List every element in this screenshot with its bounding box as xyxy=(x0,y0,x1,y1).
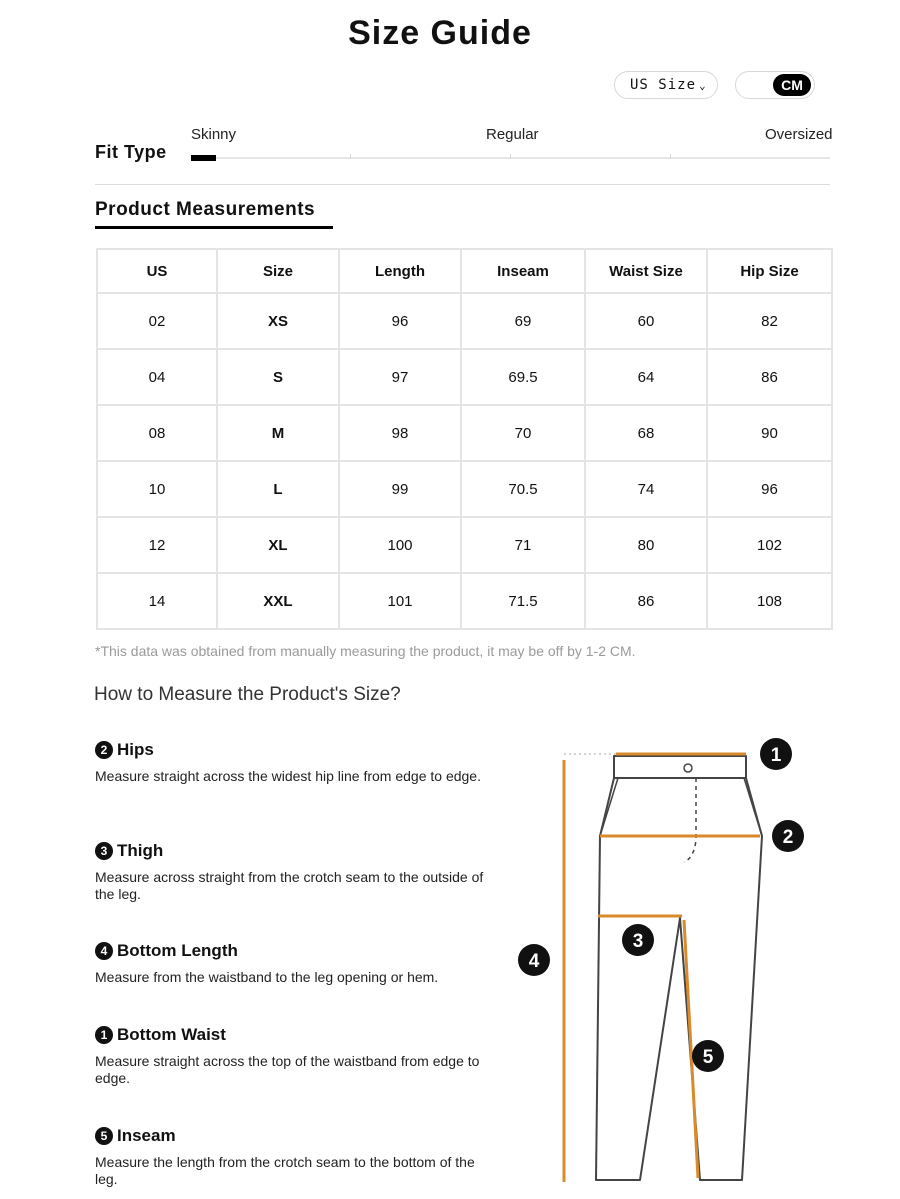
cell-hip: 102 xyxy=(707,517,832,573)
cell-size: S xyxy=(217,349,339,405)
divider xyxy=(95,184,830,185)
cell-size: XXL xyxy=(217,573,339,629)
measure-item-title: Bottom Waist xyxy=(117,1025,226,1044)
size-table xyxy=(96,248,833,630)
unit-toggle[interactable] xyxy=(735,71,815,99)
how-to-measure-heading: How to Measure the Product's Size? xyxy=(94,684,401,705)
cell-us: 02 xyxy=(97,293,217,349)
fit-option-skinny[interactable]: Skinny xyxy=(191,126,237,143)
measure-item-thigh xyxy=(95,841,485,903)
cell-us: 08 xyxy=(97,405,217,461)
measure-item-desc: Measure straight across the widest hip line from edge to edge. xyxy=(95,768,481,784)
cell-waist: 80 xyxy=(585,517,707,573)
number-badge-icon: 1 xyxy=(95,1026,113,1044)
heading-underline xyxy=(95,226,333,229)
cell-inseam: 69 xyxy=(461,293,585,349)
measure-item-desc: Measure straight across the top of the waistband from edge to edge. xyxy=(95,1053,480,1086)
fit-type-label: Fit Type xyxy=(95,142,167,162)
cell-length: 96 xyxy=(339,293,461,349)
cell-hip: 82 xyxy=(707,293,832,349)
cell-hip: 86 xyxy=(707,349,832,405)
fit-tick xyxy=(510,154,511,159)
table-row xyxy=(97,517,832,573)
cell-us: 10 xyxy=(97,461,217,517)
cell-hip: 96 xyxy=(707,461,832,517)
table-header-row xyxy=(97,249,832,293)
measure-item-title: Bottom Length xyxy=(117,941,238,960)
cell-size: L xyxy=(217,461,339,517)
marker-3: 3 xyxy=(632,931,644,952)
pants-outline-icon xyxy=(596,756,762,1180)
cell-hip: 108 xyxy=(707,573,832,629)
number-badge-icon: 5 xyxy=(95,1127,113,1145)
cell-us: 04 xyxy=(97,349,217,405)
marker-2: 2 xyxy=(782,827,794,848)
measure-item-desc: Measure from the waistband to the leg opening or hem. xyxy=(95,969,439,985)
measure-item-title: Hips xyxy=(117,740,154,759)
cell-inseam: 71 xyxy=(461,517,585,573)
cell-waist: 64 xyxy=(585,349,707,405)
cell-inseam: 71.5 xyxy=(461,573,585,629)
column-header-us: US xyxy=(97,249,217,293)
pants-diagram xyxy=(510,730,830,1190)
measurement-lines xyxy=(564,754,760,1182)
marker-4: 4 xyxy=(528,951,540,972)
marker-1: 1 xyxy=(770,745,782,766)
cell-length: 99 xyxy=(339,461,461,517)
marker-5: 5 xyxy=(702,1047,714,1068)
size-system-dropdown[interactable] xyxy=(614,71,718,99)
fit-option-regular[interactable]: Regular xyxy=(486,126,539,143)
cell-length: 97 xyxy=(339,349,461,405)
measurement-note: *This data was obtained from manually measuring the product, it may be off by 1-2 CM. xyxy=(95,643,636,659)
table-row xyxy=(97,405,832,461)
table-row xyxy=(97,573,832,629)
table-row xyxy=(97,461,832,517)
fit-type-selected-marker xyxy=(191,155,216,161)
size-system-value: US Size xyxy=(630,77,697,93)
diagram-marker-icon xyxy=(518,738,804,1072)
cell-us: 12 xyxy=(97,517,217,573)
unit-toggle-knob: CM xyxy=(773,74,811,96)
measure-item-inseam xyxy=(95,1126,485,1188)
measure-item-bottom-waist xyxy=(95,1025,485,1087)
measure-item-desc: Measure the length from the crotch seam to the bottom of the leg. xyxy=(95,1154,475,1187)
fit-option-oversized[interactable]: Oversized xyxy=(765,126,833,143)
chevron-down-icon: ⌄ xyxy=(699,78,707,92)
column-header-waist: Waist Size xyxy=(585,249,707,293)
page-title: Size Guide xyxy=(348,14,532,52)
cell-size: M xyxy=(217,405,339,461)
cell-length: 100 xyxy=(339,517,461,573)
cell-inseam: 69.5 xyxy=(461,349,585,405)
measure-item-title: Thigh xyxy=(117,841,164,860)
fit-tick xyxy=(350,154,351,159)
cell-hip: 90 xyxy=(707,405,832,461)
number-badge-icon: 3 xyxy=(95,842,113,860)
fit-tick xyxy=(670,154,671,159)
cell-inseam: 70 xyxy=(461,405,585,461)
number-badge-icon: 2 xyxy=(95,741,113,759)
product-measurements-heading: Product Measurements xyxy=(95,199,316,220)
cell-inseam: 70.5 xyxy=(461,461,585,517)
cell-size: XS xyxy=(217,293,339,349)
cell-waist: 68 xyxy=(585,405,707,461)
cell-length: 101 xyxy=(339,573,461,629)
measure-item-bottom-length xyxy=(95,941,485,986)
cell-waist: 86 xyxy=(585,573,707,629)
column-header-inseam: Inseam xyxy=(461,249,585,293)
cell-waist: 74 xyxy=(585,461,707,517)
measure-item-desc: Measure across straight from the crotch seam to the outside of the leg. xyxy=(95,869,484,902)
column-header-size: Size xyxy=(217,249,339,293)
cell-size: XL xyxy=(217,517,339,573)
table-row xyxy=(97,349,832,405)
column-header-hip: Hip Size xyxy=(707,249,832,293)
cell-us: 14 xyxy=(97,573,217,629)
cell-waist: 60 xyxy=(585,293,707,349)
cell-length: 98 xyxy=(339,405,461,461)
number-badge-icon: 4 xyxy=(95,942,113,960)
measure-item-title: Inseam xyxy=(117,1126,176,1145)
column-header-length: Length xyxy=(339,249,461,293)
measure-item-hips xyxy=(95,740,485,785)
table-row xyxy=(97,293,832,349)
